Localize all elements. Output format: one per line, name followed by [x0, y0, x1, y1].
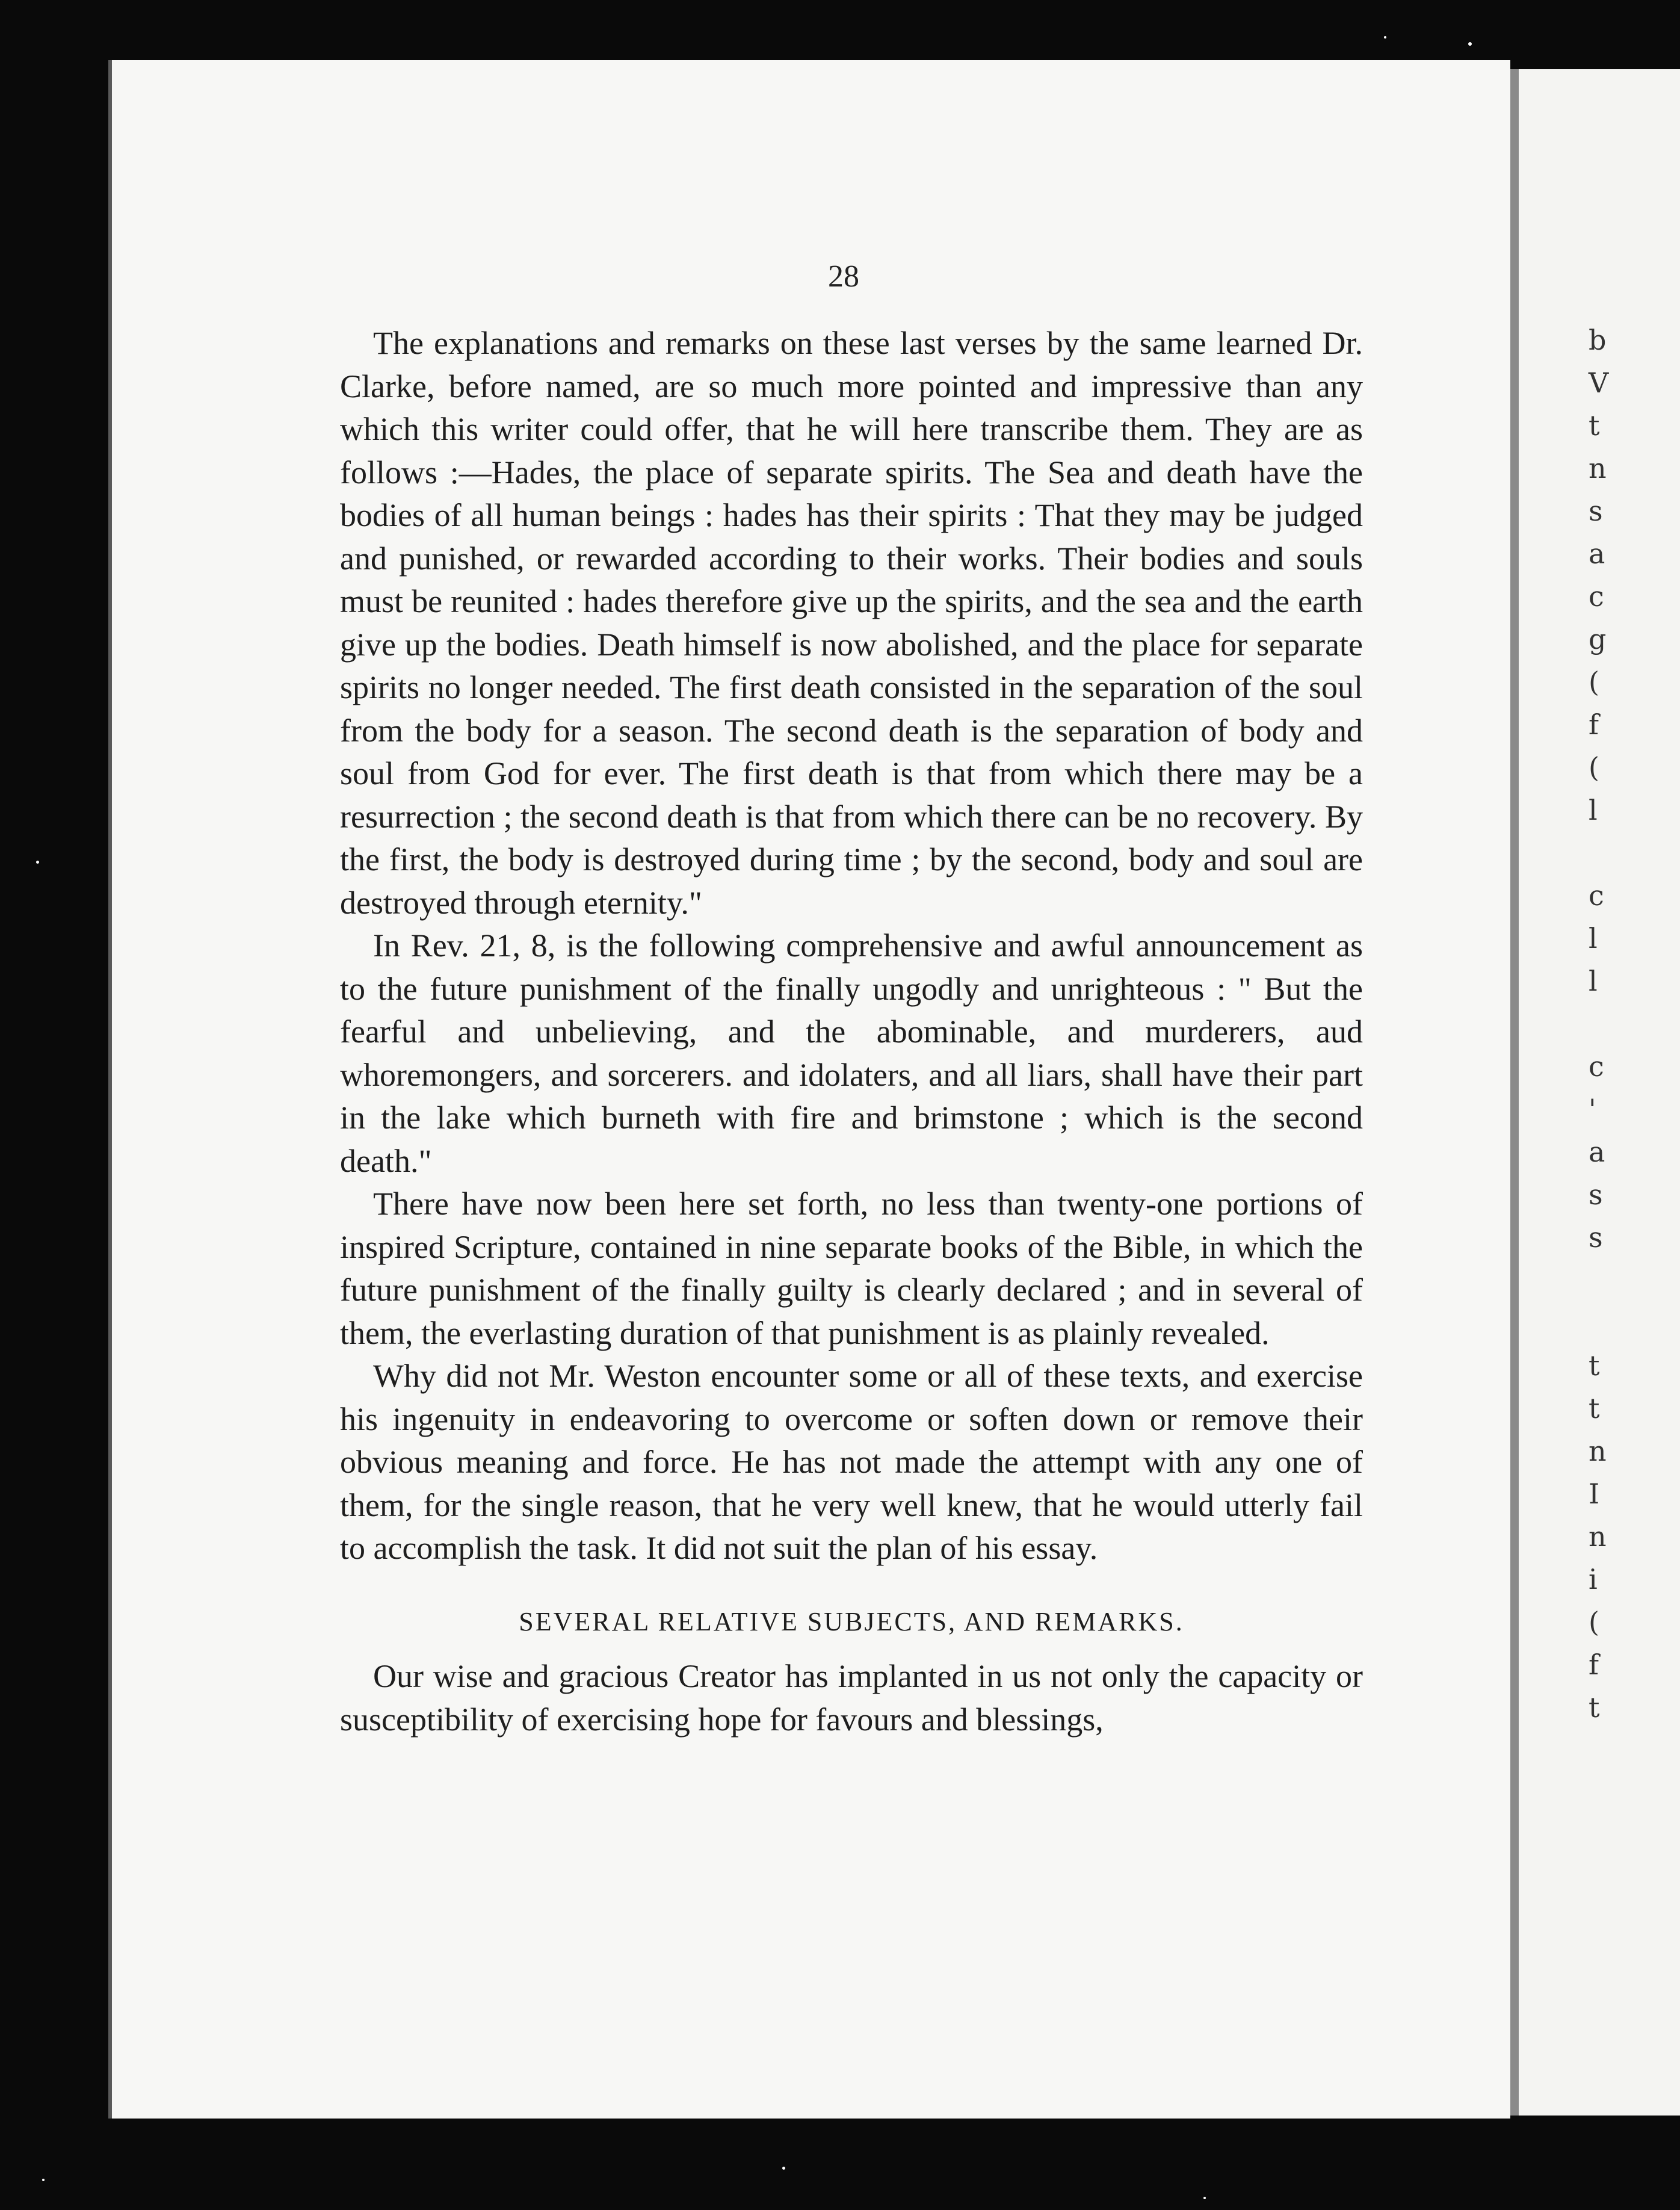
- adjacent-page-fragment: a: [1589, 537, 1605, 570]
- adjacent-page-fragment: [1589, 1302, 1680, 1345]
- adjacent-page-fragment: I: [1589, 1478, 1600, 1510]
- adjacent-page-fragment: s: [1589, 1178, 1603, 1211]
- adjacent-page-text-fragments: [1589, 319, 1680, 1824]
- adjacent-page-fragment: t: [1589, 1349, 1600, 1382]
- adjacent-page-fragment: n: [1589, 1520, 1607, 1553]
- adjacent-page-fragment: n: [1589, 1435, 1607, 1467]
- paragraph-clarke-commentary: The explanations and remarks on these last verses by the same learned Dr. Clarke, before named, are so much more pointed and impressive than any which this writer could offer, that he will here transcribe them. They are as follows :—Hades, the place of separate spirits. The Sea and death have the bodies of all human beings : hades has their spirits : That they may be judged and punished, or rewarded according to their works. Their bodies and souls must be reunited : hades therefore give up the spirits, and the sea and the earth give up the bodies. Death himself is now abolished, and the place for separate spirits no longer needed. The first death consisted in the separation of the soul from the body for a season. The second death is the separation of body and soul from God for ever. The first death is that from which there may be a resurrection ; the second death is that from which there can be no recovery. By the first, the body is destroyed during time ; by the second, body and soul are destroyed through eternity.": [340, 325, 1363, 921]
- adjacent-page-fragment: c: [1589, 580, 1604, 613]
- adjacent-page-fragment: c: [1589, 879, 1604, 912]
- paragraph-creator-hope: Our wise and gracious Creator has implanted in us not only the capacity or susceptibility of exercising hope for favours and blessings,: [340, 1658, 1363, 1738]
- adjacent-page-fragment: (: [1589, 1606, 1599, 1638]
- scan-speck: [1203, 2197, 1206, 2199]
- adjacent-page-fragment: t: [1589, 1691, 1600, 1724]
- scan-speck: [1384, 36, 1386, 39]
- paragraph-revelation-21-8: In Rev. 21, 8, is the following comprehensive and awful announcement as to the future punishment of the finally ungodly and unrighteous : " But the fearful and unbelieving, and the abominable, and murderers, aud whoremongers, and sorcerers. and idolaters, and all liars, shall have their part in the lake which burneth with fire and brimstone ; which is the second death.": [340, 927, 1363, 1179]
- adjacent-page-fragment: t: [1589, 1392, 1600, 1425]
- adjacent-page-fragment: s: [1589, 495, 1603, 527]
- adjacent-page-fragment: [1589, 1259, 1680, 1302]
- paragraph-weston-challenge: Why did not Mr. Weston encounter some or all of these texts, and exercise his ingenuity in endeavoring to overcome or soften down or remove their obvious meaning and force. He has not made the attempt with any one of them, for the single reason, that he very well knew, that he would utterly fail to accomplish the task. It did not suit the plan of his essay.: [340, 1358, 1363, 1566]
- body-text: [340, 322, 1363, 1741]
- paragraph-scripture-summary: There have now been here set forth, no less than twenty-one portions of inspired Scripture, contained in nine separate books of the Bible, in which the future punishment of the finally guilty is clearly declared ; and in several of them, the everlasting duration of that punishment is as plainly revealed.: [340, 1186, 1363, 1351]
- adjacent-page-fragment: a: [1589, 1136, 1605, 1168]
- adjacent-page-fragment: f: [1589, 1648, 1599, 1681]
- page-number: 28: [828, 259, 859, 294]
- adjacent-page-fragment: [1589, 832, 1680, 874]
- adjacent-page-fragment: t: [1589, 409, 1600, 442]
- adjacent-page-fragment: s: [1589, 1221, 1603, 1254]
- section-heading: SEVERAL RELATIVE SUBJECTS, AND REMARKS.: [519, 1606, 1184, 1636]
- adjacent-page-fragment: c: [1589, 1050, 1604, 1083]
- scan-speck: [1468, 42, 1472, 46]
- adjacent-page-fragment: (: [1589, 666, 1599, 698]
- adjacent-page-fragment: l: [1589, 965, 1598, 997]
- adjacent-page-fragment: g: [1589, 623, 1607, 655]
- adjacent-page-fragment: i: [1589, 1563, 1598, 1596]
- scan-speck: [42, 2179, 45, 2181]
- adjacent-page-fragment: b: [1589, 324, 1607, 356]
- adjacent-page-fragment: [1589, 1003, 1680, 1045]
- adjacent-page-fragment: f: [1589, 708, 1599, 741]
- adjacent-page-fragment: l: [1589, 922, 1598, 955]
- adjacent-page-fragment: n: [1589, 452, 1607, 484]
- adjacent-page-fragment: l: [1589, 794, 1598, 826]
- adjacent-page-fragment: (: [1589, 751, 1599, 784]
- scan-speck: [782, 2167, 785, 2170]
- scan-speck: [36, 861, 39, 864]
- adjacent-page-fragment: V: [1589, 367, 1609, 399]
- adjacent-page-fragment: ': [1589, 1093, 1596, 1125]
